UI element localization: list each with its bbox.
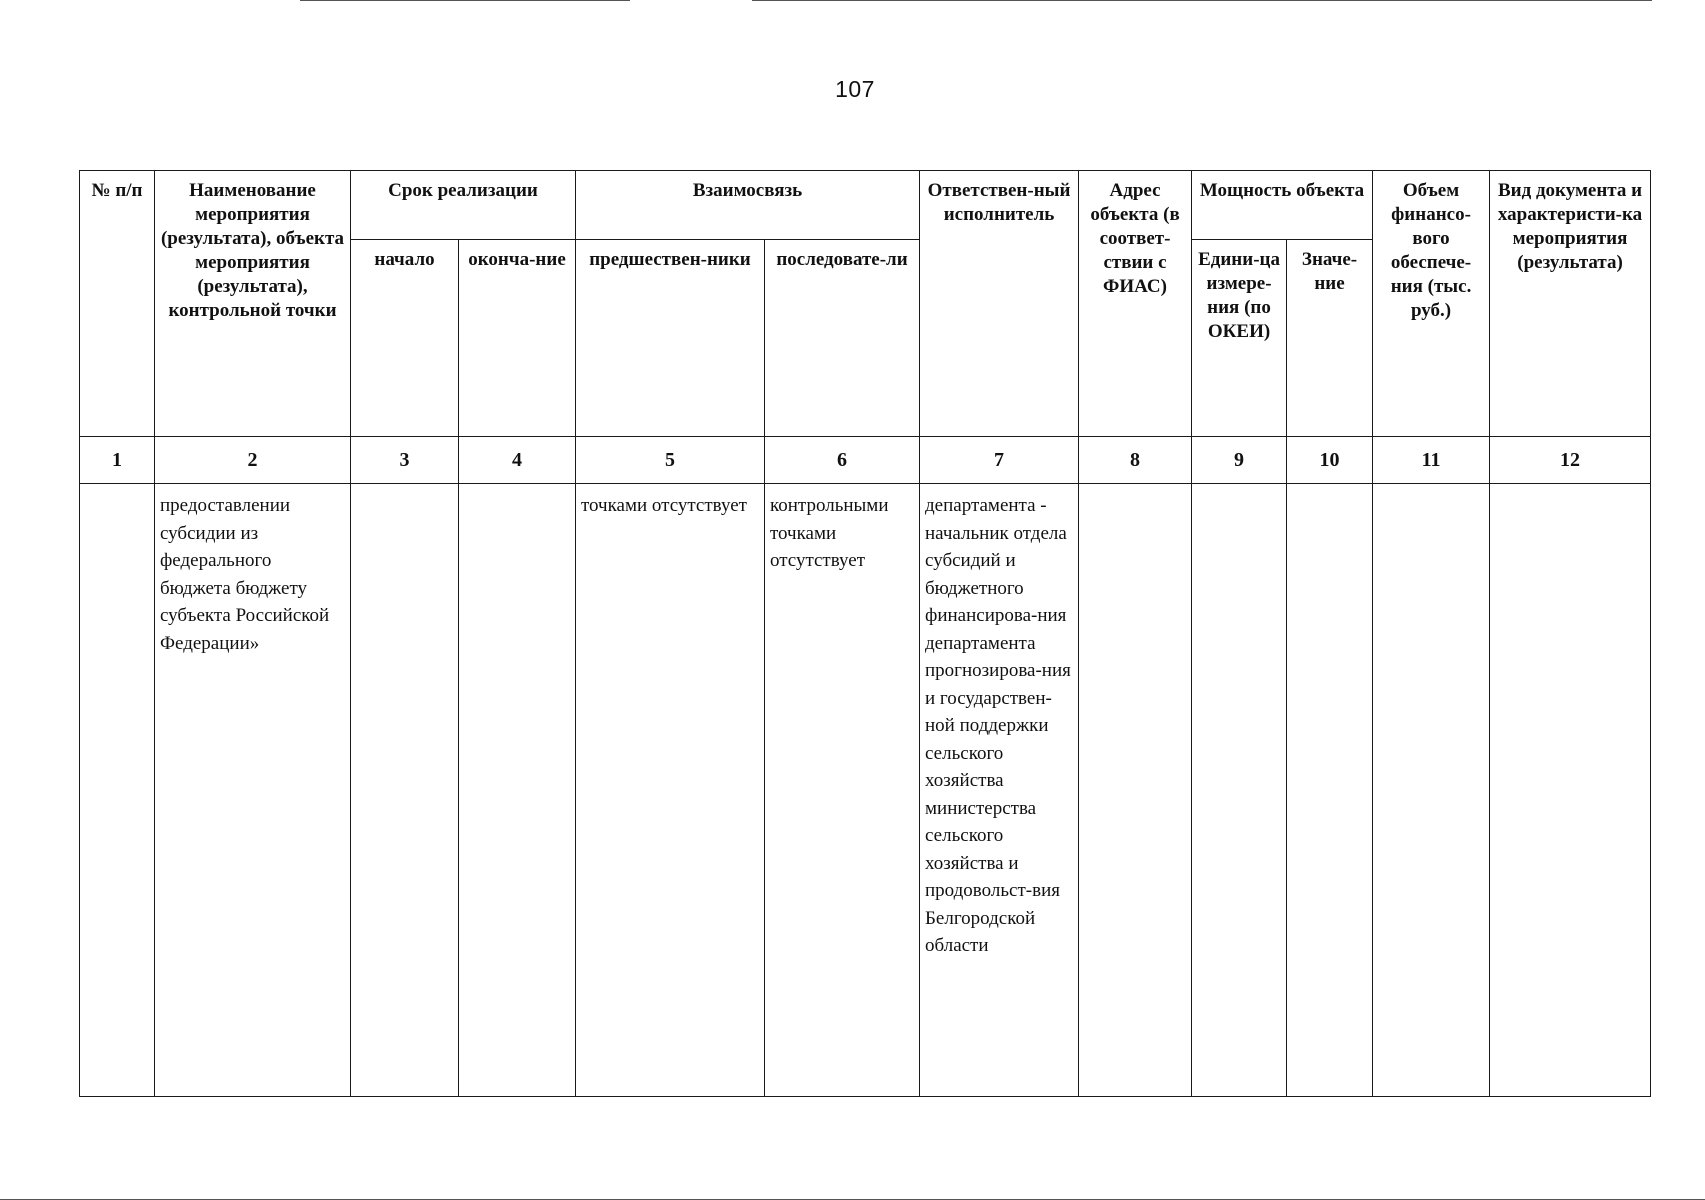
cell-value (1287, 484, 1373, 1097)
cell-predecessors: точками отсутствует (576, 484, 765, 1097)
header-capacity-group: Мощность объекта (1192, 171, 1373, 240)
top-edge-line-right (752, 0, 1652, 1)
cell-unit (1192, 484, 1287, 1097)
top-edge-line-left (300, 0, 630, 1)
header-start: начало (351, 240, 459, 437)
column-number: 9 (1192, 437, 1287, 484)
cell-num (80, 484, 155, 1097)
cell-financing (1373, 484, 1490, 1097)
header-successors: последовате-ли (765, 240, 920, 437)
header-unit: Едини-ца измере-ния (по ОКЕИ) (1192, 240, 1287, 437)
column-number: 5 (576, 437, 765, 484)
header-predecessors: предшествен-ники (576, 240, 765, 437)
cell-name: предоставлении субсидии из федерального бюджета бюджету субъекта Российской Федерации» (155, 484, 351, 1097)
column-number: 3 (351, 437, 459, 484)
column-number: 2 (155, 437, 351, 484)
column-number: 6 (765, 437, 920, 484)
header-end: оконча-ние (459, 240, 576, 437)
header-term-group: Срок реализации (351, 171, 576, 240)
header-name: Наименование мероприятия (результата), объекта мероприятия (результата), контрольной точки (155, 171, 351, 437)
column-number: 1 (80, 437, 155, 484)
cell-successors: контрольными точками отсутствует (765, 484, 920, 1097)
activities-table (79, 170, 1651, 1097)
table-row (80, 484, 1651, 1097)
header-responsible: Ответствен-ный исполнитель (920, 171, 1079, 437)
page-number: 107 (835, 76, 875, 102)
column-number: 7 (920, 437, 1079, 484)
column-number-row (80, 437, 1651, 484)
column-number: 4 (459, 437, 576, 484)
cell-start (351, 484, 459, 1097)
cell-document (1490, 484, 1651, 1097)
cell-end (459, 484, 576, 1097)
header-row-1 (80, 171, 1651, 240)
column-number: 11 (1373, 437, 1490, 484)
cell-responsible: департамента - начальник отдела субсидий и бюджетного финансирова-ния департамента прогнозирова-ния и государствен-ной поддержки сельского хозяйства министерства сельского хозяйства и продовольст-вия Белгородской области (920, 484, 1079, 1097)
cell-address (1079, 484, 1192, 1097)
header-financing: Объем финансо-вого обеспече-ния (тыс. руб.) (1373, 171, 1490, 437)
header-document: Вид документа и характеристи-ка мероприятия (результата) (1490, 171, 1651, 437)
column-number: 8 (1079, 437, 1192, 484)
header-value: Значе-ние (1287, 240, 1373, 437)
header-address: Адрес объекта (в соответ-ствии с ФИАС) (1079, 171, 1192, 437)
header-num: № п/п (80, 171, 155, 437)
column-number: 12 (1490, 437, 1651, 484)
header-link-group: Взаимосвязь (576, 171, 920, 240)
column-number: 10 (1287, 437, 1373, 484)
